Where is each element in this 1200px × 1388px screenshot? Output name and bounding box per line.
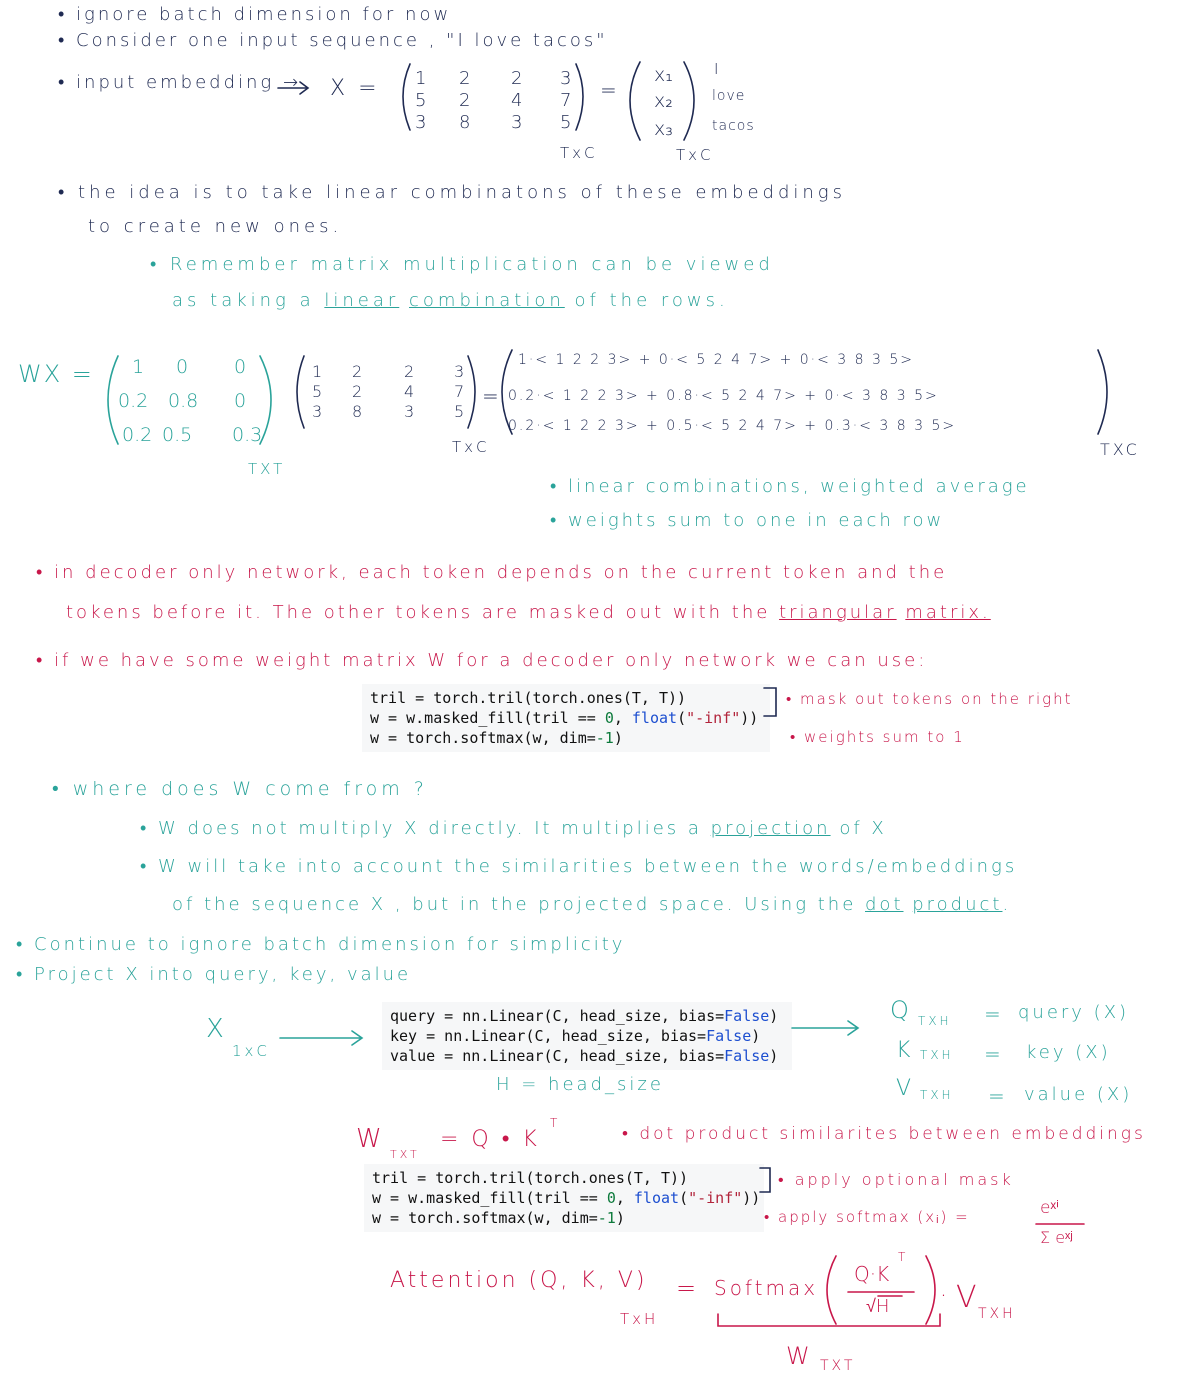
- v-rhs: value (X): [1024, 1084, 1133, 1105]
- note-softmax: • apply softmax (xᵢ) =: [764, 1208, 970, 1226]
- x-cell: 3: [511, 112, 523, 133]
- embedding-arrow: [278, 82, 308, 94]
- code-number: -1: [597, 1209, 616, 1227]
- code-string: "-inf": [688, 1189, 743, 1207]
- x-cell: 3: [404, 402, 415, 421]
- result-left-paren: [502, 350, 512, 434]
- bullet-idea: • the idea is to take linear combinatons of these embeddings: [58, 182, 846, 203]
- x-cell: 5: [312, 382, 323, 401]
- code-text: ): [769, 1047, 779, 1065]
- code-text: query = nn.Linear(C, head_size, bias=: [390, 1007, 725, 1025]
- code-text: value = nn.Linear(C, head_size, bias=: [390, 1047, 725, 1065]
- x-vector-dim-label: TxC: [676, 146, 714, 164]
- attention-left-paren: [827, 1256, 836, 1324]
- x-cell: 2: [352, 362, 363, 381]
- decoder-line-2-text: tokens before it. The other tokens are masked out with the: [66, 602, 771, 623]
- decoder-line-1-text: in decoder only network, each token depends on the current token and the: [54, 562, 948, 583]
- bullet-remember-text: Remember matrix multiplication can be viewed: [170, 254, 774, 275]
- wx-lhs: WX =: [18, 360, 94, 388]
- code-text: w = torch.softmax(w, dim=: [370, 729, 596, 747]
- note-weights-sum: • weights sum to one in each row: [550, 510, 945, 531]
- w-eq-t-sup: T: [550, 1116, 561, 1130]
- k-label: K: [896, 1038, 914, 1063]
- remember-post: of the rows.: [574, 290, 729, 311]
- w-cell: 0.5: [162, 424, 193, 446]
- x-matrix-right-paren: [576, 64, 583, 130]
- code-to-qkv-arrow: [792, 1021, 858, 1035]
- attention-softmax: Softmax: [714, 1276, 819, 1300]
- wx-x-dim-label: TxC: [452, 438, 490, 456]
- code-text: ): [751, 1027, 761, 1045]
- mask-note-bracket: [764, 688, 776, 716]
- x-matrix-left-paren: [403, 64, 410, 130]
- result-row-2: 0.2·< 1 2 2 3> + 0.8·< 5 2 4 7> + 0·< 3 8 3 5>: [508, 388, 939, 404]
- continue-bullet-2-text: Project X into query, key, value: [34, 964, 412, 985]
- bullet-idea-text: the idea is to take linear combinatons of these embeddings: [78, 182, 846, 203]
- code-text: ): [769, 1007, 779, 1025]
- w-cell: 1: [132, 356, 145, 378]
- w-cell: 0.3: [232, 424, 263, 446]
- x-cell: 7: [560, 90, 572, 111]
- w-right-paren: [260, 356, 271, 444]
- x-equals-symbol: X =: [330, 76, 380, 101]
- attention-den: √H: [866, 1296, 890, 1317]
- v-sub: TXH: [920, 1088, 954, 1102]
- attention-lhs-sub: TxH: [620, 1310, 659, 1328]
- x-cell: 4: [511, 90, 523, 111]
- k-sub: TXH: [920, 1048, 954, 1062]
- code-number: 0: [606, 1189, 616, 1207]
- note-mask-out: • mask out tokens on the right: [786, 690, 1073, 708]
- x-cell: 8: [352, 402, 363, 421]
- w-eq-label: W: [356, 1124, 385, 1154]
- code-text: ,: [615, 1189, 634, 1207]
- w-cell: 0.2: [118, 390, 149, 412]
- code-string: "-inf": [686, 709, 741, 727]
- attention-right-paren: [926, 1256, 935, 1324]
- xvec-left-paren: [630, 62, 640, 140]
- code-builtin: float: [631, 709, 678, 727]
- x-vector-x1: x₁: [654, 64, 673, 86]
- attention-brace-sub: TXT: [820, 1358, 856, 1374]
- q-sub: TXH: [918, 1014, 952, 1028]
- remember-combination: combination: [409, 290, 565, 311]
- remember-pre: as taking a: [172, 290, 315, 311]
- attention-underbrace: [718, 1314, 940, 1326]
- x-cell: 5: [415, 90, 427, 111]
- x-cell: 4: [404, 382, 415, 401]
- code-keyword: False: [706, 1027, 752, 1045]
- q-eq: =: [984, 1002, 1004, 1026]
- where-bullet-2-line2-text: of the sequence X , but in the projected space. Using the: [172, 894, 857, 915]
- result-row-1: 1·< 1 2 2 3> + 0·< 5 2 4 7> + 0·< 3 8 3 5>: [518, 352, 915, 368]
- note-linear-combinations-text: linear combinations, weighted average: [568, 476, 1030, 497]
- decoder-matrix: matrix.: [905, 602, 991, 623]
- x-cell: 2: [352, 382, 363, 401]
- x-to-code-arrow: [280, 1031, 362, 1045]
- equals-sign: =: [600, 78, 620, 102]
- code-keyword: False: [724, 1047, 770, 1065]
- code-text: (: [679, 1189, 689, 1207]
- w-eq-note: • dot product similarites between embeddings: [622, 1124, 1146, 1144]
- w-left-paren: [108, 356, 118, 444]
- wx-x-left-paren: [297, 356, 304, 428]
- continue-bullet-2: • Project X into query, key, value: [16, 964, 412, 985]
- x-cell: 3: [415, 112, 427, 133]
- remember-linear: linear: [324, 290, 400, 311]
- x-vector-x3: x₃: [654, 118, 673, 140]
- w-cell: 0: [234, 390, 247, 412]
- attention-lhs: Attention (Q, K, V): [390, 1268, 648, 1293]
- continue-bullet-1: • Continue to ignore batch dimension for simplicity: [16, 934, 626, 955]
- where-dot: dot: [865, 894, 904, 915]
- k-rhs: key (X): [1026, 1042, 1111, 1063]
- note-mask-out-text: mask out tokens on the right: [800, 690, 1073, 708]
- w-cell: 0: [176, 356, 189, 378]
- note-weights-sum-1: • weights sum to 1: [790, 728, 965, 746]
- bullet-consider-sequence-text: Consider one input sequence , "I love tacos": [76, 30, 608, 51]
- where-projection: projection: [710, 818, 831, 839]
- w-dim-label: TXT: [248, 460, 286, 478]
- note-optional-mask: • apply optional mask: [778, 1170, 1014, 1189]
- wx-equals: =: [482, 384, 502, 408]
- proj-x-sub: 1xC: [232, 1042, 270, 1060]
- x-cell: 2: [511, 68, 523, 89]
- bullet-ignore-batch: • ignore batch dimension for now: [58, 4, 452, 25]
- note-optional-mask-text: apply optional mask: [794, 1170, 1014, 1189]
- attention-brace-label: W: [786, 1342, 813, 1370]
- where-title-text: where does W come from ?: [72, 778, 428, 800]
- where-bullet-1-end: of X: [839, 818, 887, 839]
- bullet-input-embedding-text: input embedding →: [76, 72, 302, 93]
- attention-eq: =: [676, 1274, 700, 1302]
- note-weights-sum-text: weights sum to one in each row: [568, 510, 945, 531]
- x-cell: 8: [459, 112, 471, 133]
- w-eq-sub: TXT: [390, 1148, 420, 1161]
- where-bullet-2-text: W will take into account the similarities between the words/embeddings: [158, 856, 1018, 877]
- code-text: (: [677, 709, 687, 727]
- result-row-3: 0.2·< 1 2 2 3> + 0.5·< 5 2 4 7> + 0.3·< 3 8 3 5>: [508, 418, 957, 434]
- where-bullet-1-text: W does not multiply X directly. It multiplies a: [158, 818, 702, 839]
- x-cell: 7: [454, 382, 465, 401]
- code-number: -1: [595, 729, 614, 747]
- x-cell: 2: [404, 362, 415, 381]
- where-title: • where does W come from ?: [52, 778, 428, 800]
- note-softmax-text: apply softmax (xᵢ) =: [778, 1208, 970, 1226]
- v-eq: =: [988, 1084, 1008, 1108]
- where-bullet-2: • W will take into account the similarities between the words/embeddings: [140, 856, 1018, 877]
- token-tacos: tacos: [712, 118, 755, 134]
- bullet-ignore-batch-text: ignore batch dimension for now: [76, 4, 452, 25]
- w-eq-note-text: dot product similarites between embeddings: [639, 1124, 1146, 1144]
- decoder-line-3: • if we have some weight matrix W for a decoder only network we can use:: [36, 650, 928, 671]
- w-eq-rhs: = Q • K: [440, 1127, 540, 1152]
- note-weights-sum-1-text: weights sum to 1: [804, 728, 965, 746]
- where-bullet-1: • W does not multiply X directly. It multiplies a projection of X: [140, 818, 887, 839]
- attention-num-sup: T: [898, 1250, 909, 1264]
- token-love: love: [712, 88, 746, 104]
- code-text: ): [615, 1209, 625, 1227]
- w-cell: 0: [234, 356, 247, 378]
- continue-bullet-1-text: Continue to ignore batch dimension for simplicity: [34, 934, 626, 955]
- note-linear-combinations: • linear combinations, weighted average: [550, 476, 1030, 497]
- where-end: .: [1002, 894, 1012, 915]
- mask-note-bracket-2: [760, 1168, 770, 1192]
- code-builtin: float: [633, 1189, 680, 1207]
- code-number: 0: [604, 709, 614, 727]
- k-eq: =: [984, 1042, 1004, 1066]
- decoder-triangular: triangular: [779, 602, 897, 623]
- x-cell: 3: [454, 362, 465, 381]
- bullet-input-embedding: • input embedding →: [58, 72, 302, 93]
- code-text: )): [740, 709, 759, 727]
- wx-x-right-paren: [468, 356, 475, 428]
- x-cell: 1: [415, 68, 427, 89]
- head-size-note: H = head_size: [496, 1074, 664, 1095]
- where-product: product: [912, 894, 1003, 915]
- decoder-line-3-text: if we have some weight matrix W for a decoder only network we can use:: [54, 650, 928, 671]
- attention-v-sub: TXH: [978, 1306, 1016, 1322]
- w-cell: 0.2: [122, 424, 153, 446]
- x-cell: 2: [459, 90, 471, 111]
- code-text: tril = torch.tril(torch.ones(T, T)): [370, 689, 687, 707]
- w-cell: 0.8: [168, 390, 199, 412]
- code-text: ): [613, 729, 623, 747]
- token-i: I: [714, 60, 722, 78]
- x-cell: 1: [312, 362, 323, 381]
- code-text: w = w.masked_fill(tril ==: [370, 709, 605, 727]
- x-dim-label: TxC: [560, 144, 598, 162]
- x-cell: 3: [560, 68, 572, 89]
- softmax-frac-num: eˣⁱ: [1040, 1198, 1060, 1218]
- code-text: ,: [613, 709, 632, 727]
- code-text: w = w.masked_fill(tril ==: [372, 1189, 607, 1207]
- xvec-right-paren: [684, 62, 694, 140]
- bullet-remember: • Remember matrix multiplication can be viewed: [150, 254, 774, 275]
- q-rhs: query (X): [1018, 1002, 1130, 1023]
- bullet-idea-line2: to create new ones.: [88, 216, 343, 237]
- code-text: w = torch.softmax(w, dim=: [372, 1209, 598, 1227]
- attention-num: Q·K: [854, 1262, 890, 1286]
- proj-x-label: X: [206, 1014, 227, 1044]
- decoder-line-1: • in decoder only network, each token depends on the current token and the: [36, 562, 948, 583]
- result-dim-label: TXC: [1100, 440, 1140, 459]
- code-text: tril = torch.tril(torch.ones(T, T)): [372, 1169, 689, 1187]
- x-cell: 3: [312, 402, 323, 421]
- x-cell: 2: [459, 68, 471, 89]
- attention-times: ·: [940, 1284, 950, 1309]
- code-text: )): [742, 1189, 761, 1207]
- result-right-paren: [1098, 350, 1107, 434]
- softmax-frac-den: Σ eˣʲ: [1040, 1228, 1073, 1247]
- code-keyword: False: [724, 1007, 770, 1025]
- x-vector-x2: x₂: [654, 90, 673, 112]
- bullet-consider-sequence: • Consider one input sequence , "I love tacos": [58, 30, 608, 51]
- v-label: V: [896, 1076, 915, 1101]
- x-cell: 5: [454, 402, 465, 421]
- x-cell: 5: [560, 112, 572, 133]
- code-text: key = nn.Linear(C, head_size, bias=: [390, 1027, 707, 1045]
- attention-v: V: [956, 1280, 980, 1315]
- q-label: Q: [890, 996, 912, 1024]
